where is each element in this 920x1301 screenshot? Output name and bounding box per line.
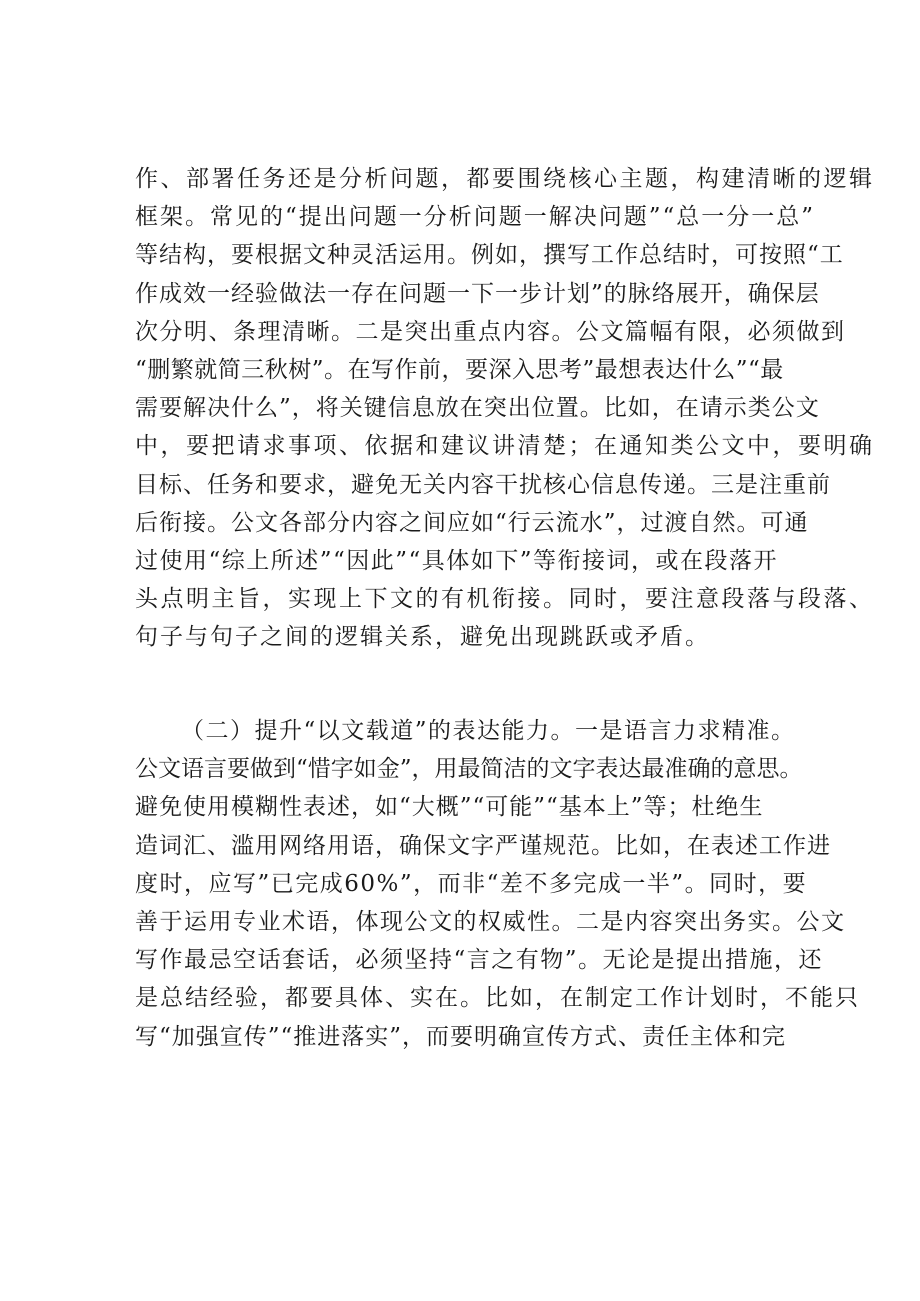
text-line: 作、部署任务还是分析问题，都要围绕核心主题，构建清晰的逻辑	[135, 166, 875, 192]
text-line: 过使用“综上所述”“因此”“具体如下”等衔接词，或在段落开	[135, 547, 779, 574]
text-line: 框架。常见的“提出问题一分析问题一解决问题”“总一分一总”	[135, 204, 816, 231]
text-line: （二）提升“以文载道”的表达能力。一是语言力求精准。	[181, 718, 796, 744]
text-line: 头点明主旨，实现上下文的有机衔接。同时，要注意段落与段落、	[135, 586, 875, 613]
text-line: 度时，应写”已完成60%”，而非“差不多完成一半”。同时，要	[135, 870, 808, 897]
text-line: 公文语言要做到“惜字如金”，用最简洁的文字表达最准确的意思。	[135, 756, 803, 783]
text-line: “删繁就简三秋树”。在写作前，要深入思考”最想表达什么”“最	[135, 356, 784, 383]
text-line: 目标、任务和要求，避免无关内容干扰核心信息传递。三是注重前	[135, 471, 831, 498]
text-line: 是总结经验，都要具体、实在。比如，在制定工作计划时，不能只	[135, 985, 860, 1012]
text-line: 次分明、条理清晰。二是突出重点内容。公文篇幅有限，必须做到	[135, 318, 846, 345]
text-line: 造词汇、滥用网络用语，确保文字严谨规范。比如，在表述工作进	[135, 832, 831, 859]
text-line: 避免使用模糊性表述，如“大概”“可能”“基本上”等；杜绝生	[135, 794, 764, 821]
text-line: 写作最忌空话套话，必须坚持“言之有物”。无论是提出措施，还	[135, 947, 824, 974]
text-line: 善于运用专业术语，体现公文的权威性。二是内容突出务实。公文	[135, 908, 846, 935]
paragraph-2	[135, 712, 860, 1056]
text-line: 需要解决什么”，将关键信息放在突出位置。比如，在请示类公文	[135, 395, 820, 422]
paragraph-1	[135, 160, 875, 656]
text-line: 等结构，要根据文种灵活运用。例如，撰写工作总结时，可按照“工	[135, 242, 844, 269]
text-line: 中，要把请求事项、依据和建议讲清楚；在通知类公文中，要明确	[135, 433, 875, 460]
text-line: 写“加强宣传”“推进落实”，而要明确宣传方式、责任主体和完	[135, 1023, 787, 1050]
text-line: 句子与句子之间的逻辑关系，避免出现跳跃或矛盾。	[135, 624, 710, 651]
text-line: 作成效一经验做法一存在问题一下一步计划”的脉络展开，确保层	[135, 280, 820, 307]
text-line: 后衔接。公文各部分内容之间应如“行云流水”，过渡自然。可通	[135, 509, 809, 536]
